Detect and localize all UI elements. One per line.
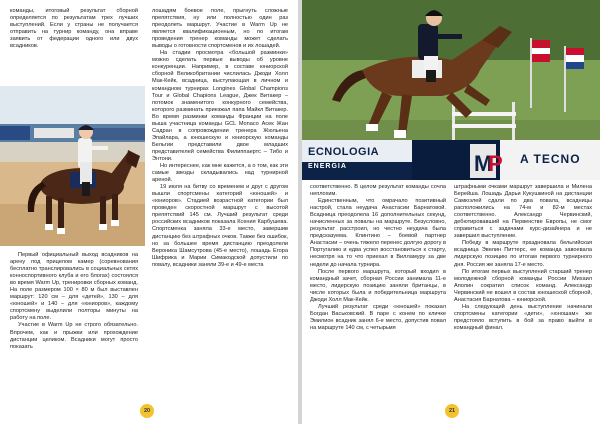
- banner-left-text: ECNOLOGIA: [308, 146, 380, 158]
- left-col2: [152, 8, 288, 269]
- rider-horse-photo: [0, 86, 145, 246]
- jumping-horse-photo: [302, 0, 600, 180]
- left-col2-p1: лошадям боевое поле, прыгнуть сложные препятствия, ну или полностью один раз преодолеть маршрут. Участие в Warm Up не является квалификационным, но по итогам проведения тренер команды может сделать выводы о готовности спортсменов и их лошадей.: [152, 8, 288, 50]
- right-col1-p3: После первого маршрута, который входил в командный зачет, сборная России занимала 11-е место, лидерскую позицию заняли британцы, в числе которых была и победительница маршрута Джоди Холл Мак-Кейк.: [310, 268, 446, 303]
- right-col1-p1: соответственно. В целом результат команды сочла неплохим.: [310, 184, 446, 198]
- rider-horse-illustration: [0, 86, 145, 246]
- right-col1: [310, 184, 446, 332]
- banner-right-text: A TECNO: [520, 152, 581, 166]
- left-page-number: 20: [140, 404, 154, 418]
- right-col2-p2: Победу в маршруте праздновала бельгийская всадница Эвелин Питтерс, ее команда завоевала лидерскую позицию по итогам первого турнирного дня. Россия же заняла 17-е место.: [454, 240, 592, 268]
- left-col1-top-text: команды, итоговый результат сборной определяется по результатам трех лучших выступлений. Если у страны не получается отправить на турнир команду, она вправе заявить от федерации одного или двух всадников.: [10, 8, 138, 50]
- banner-sub-text: ENERGIA: [308, 163, 347, 170]
- right-col2-p1: штрафными очками маршрут завершила и Милена Берейша. Лошадь Дарьи Кукушкиной на дистанции Самюэлей сдали по два повала, всадницы расположились на 74-м и 82-м местах соответственно. Александр Червинский, дебютировавший на Первенстве Европы, не смог справиться с задачами курс-дизайнера и не завершил выступление.: [454, 184, 592, 240]
- left-col1-bottom: [10, 252, 138, 351]
- left-col2-p3: Но интереснее, как мне кажется, а о том, как эти самые звезды складывались над турнирной ареной.: [152, 163, 288, 184]
- right-col2-p4: На следующий день выступление начинали спортсмены категории «дети», «юношам» же предстояло вступить в бой за право выйти в командный финал.: [454, 303, 592, 331]
- right-col2: [454, 184, 592, 332]
- right-page-number: 21: [445, 404, 459, 418]
- left-col2-p2: На стадии просмотра «большой разминки» можно сделать первые выводы об уровне конкуренции. Например, в составе юниорской сборной Великобритании числилась Джоди Холл Мак-Кейк, всадница, выступающая в личном и командном турнирах Longines Global Champions Tour и Global Chapions League, Джек Витакер – потомок знаменитого конкурного семейства, которого разминать приезжал папа Майкл Витакер. Во время разминки команды Франции на поле выша участница команды GCL Monaco Асек Жан Садран в сопровождении тренера Жюльена Эпайлара, а юношескую и юниорскую команды Бельгии представили двое младших представителей семейства Филиппаертс – Тибо и Энтони.: [152, 50, 288, 162]
- right-col2-p3: По итогам первых выступлений старший тренер молодежной сборной команды России Михаил Аполин сократил список команд. Александр Червинский не вошел в состав юношеской сборной, Анастасия Барнатова – юниорской.: [454, 268, 592, 303]
- svg-text:P: P: [488, 151, 503, 176]
- left-col1-p2: Участие в Warm Up не строго обязательно. Впрочем, как и прыжки или прохождение дистанции целиком. Всадники могут просто показать: [10, 322, 138, 350]
- right-col1-p4: Лучший результат среди «юношей» показал Богдан Васьковский. В паре с конем по кличке Эмилион всадник занял 6-е место, допустив повал на маршруте 140 см, с четырьмя: [310, 303, 446, 331]
- right-col1-p2: Единственным, что омрачало позитивный настрой, стала неудача Анастасии Барнатовой. Всадница преодолела 16 дополнительных секунд, начисленных за повалы на маршруте. Безусловно, результат расстроил, но честно неудача была предсказуема. Клинтино – боевой партнер Анастасии – очень тяжело перенес долгую дорогу в Португалию и едва успел восстановиться к старту, несмотря на то что приехал в Вилламуру за две недели до начала турнира.: [310, 198, 446, 268]
- left-page: [0, 0, 298, 424]
- left-col1-p1: Первый официальный выход всадников на арену под прицелом камер (соревнования бесплатно транслировались в социальных сетях конноспортивного клуба и его блогах) состоялся во время Warm Up, тренировки сборных команд. На поле размером 100 × 80 м был выставлен маршрут: 120 см – для «детей», 130 – для «юношей» и 140 – для «юниоров», каждому спортсмену выделили полторы минуты на работу на поле.: [10, 252, 138, 322]
- left-col2-p4: 19 июля на битву со временем и друг с другом вышли спортсмены категорий «юношей» и «юниоров». Стадией возрастной категории был проведен скоростной маршрут с высотой препятствий 145 см. Лучший результат среди российских всадников показала Ксения Карбушева. Спортсменка заняла 33-е место, завершив дистанцию без штрафных очков. Также без ошибок, но за большее время дистанцию преодолели Вероника Шамсутрова (45-е место), лошадь Егора Шифрика и Марии Симакодской допустили по повалу, всадники заняли 39-е и 49-е места: [152, 184, 288, 268]
- right-page: [302, 0, 600, 424]
- left-col1-top: [10, 8, 138, 50]
- svg-text:M: M: [474, 151, 493, 176]
